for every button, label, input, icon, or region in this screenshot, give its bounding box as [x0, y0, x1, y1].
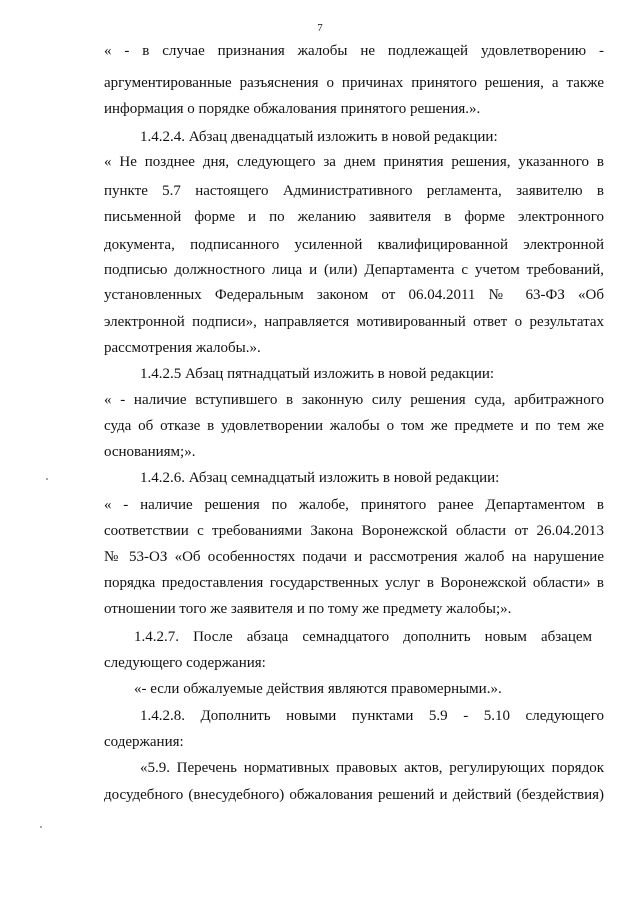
- page-number: 7: [317, 22, 323, 34]
- text-line: досудебного (внесудебного) обжалования решений и действий (бездействия): [104, 787, 604, 803]
- text-line: соответствии с требованиями Закона Воронежской области от 26.04.2013: [104, 523, 604, 539]
- text-line: следующего содержания:: [104, 655, 266, 671]
- text-line: отношении того же заявителя и по тому же предмету жалобы;».: [104, 601, 512, 617]
- scan-speck: [46, 478, 48, 480]
- text-line: рассмотрения жалобы.».: [104, 340, 261, 356]
- text-line: установленных Федеральным законом от 06.04.2011 № 63-ФЗ «Об: [104, 287, 604, 303]
- text-line: порядка предоставления государственных услуг в Воронежской области» в: [104, 575, 604, 591]
- text-line: электронной подписи», направляется мотивированный ответ о результатах: [104, 314, 604, 330]
- section-heading: 1.4.2.8. Дополнить новыми пунктами 5.9 - 5.10 следующего: [140, 708, 604, 724]
- text-line: « - в случае признания жалобы не подлежащей удовлетворению -: [104, 43, 604, 59]
- text-line: суда об отказе в удовлетворении жалобы о том же предмете и по тем же: [104, 418, 604, 434]
- section-heading: 1.4.2.6. Абзац семнадцатый изложить в новой редакции:: [140, 470, 500, 486]
- text-line: письменной форме и по желанию заявителя в форме электронного: [104, 209, 604, 225]
- scan-speck: [40, 826, 42, 828]
- text-line: содержания:: [104, 734, 184, 750]
- section-heading: 1.4.2.4. Абзац двенадцатый изложить в новой редакции:: [140, 129, 498, 145]
- text-line: « - наличие вступившего в законную силу решения суда, арбитражного: [104, 392, 604, 408]
- text-line: аргументированные разъяснения о причинах принятого решения, а также: [104, 75, 604, 91]
- text-line: «5.9. Перечень нормативных правовых актов, регулирующих порядок: [140, 760, 604, 776]
- text-line: информация о порядке обжалования принятого решения.».: [104, 101, 481, 117]
- text-line: документа, подписанного усиленной квалифицированной электронной: [104, 237, 604, 253]
- section-heading: 1.4.2.5 Абзац пятнадцатый изложить в новой редакции:: [140, 366, 495, 382]
- section-heading: 1.4.2.7. После абзаца семнадцатого дополнить новым абзацем: [134, 629, 592, 645]
- text-line: основаниям;».: [104, 444, 196, 460]
- text-line: « Не позднее дня, следующего за днем принятия решения, указанного в: [104, 154, 604, 170]
- text-line: подписью должностного лица и (или) Департамента с учетом требований,: [104, 262, 604, 278]
- text-line: пункте 5.7 настоящего Административного регламента, заявителю в: [104, 183, 604, 199]
- text-line: « - наличие решения по жалобе, принятого ранее Департаментом в: [104, 497, 604, 513]
- text-line: «- если обжалуемые действия являются правомерными.».: [134, 681, 502, 697]
- text-line: № 53-ОЗ «Об особенностях подачи и рассмотрения жалоб на нарушение: [104, 549, 604, 565]
